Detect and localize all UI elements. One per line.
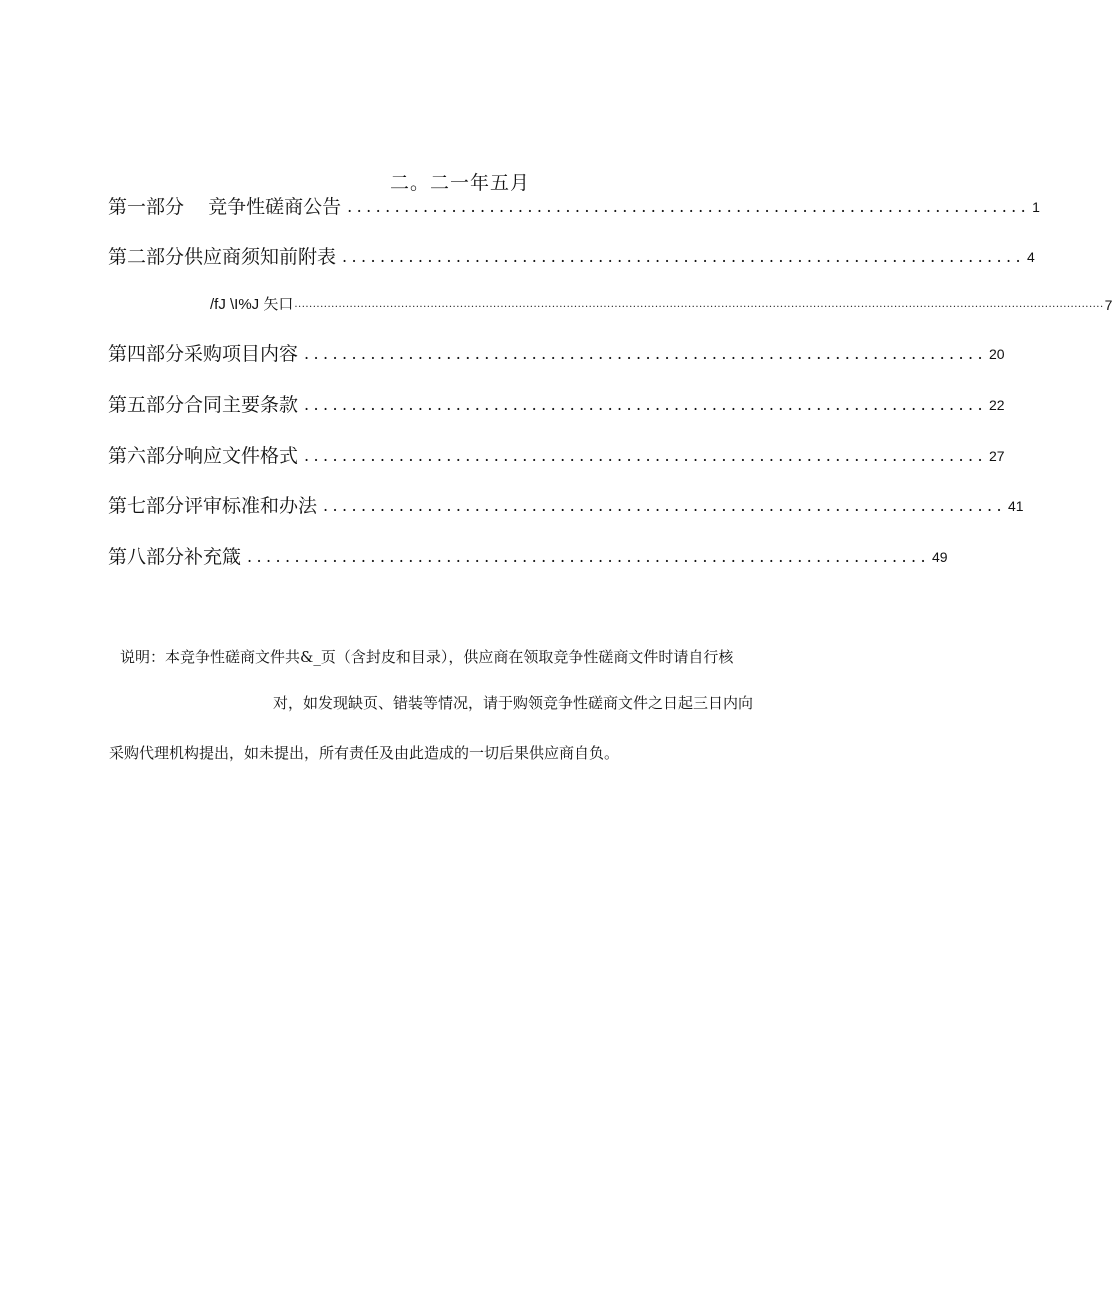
toc-entry-page: 22 <box>989 397 1005 413</box>
toc-entry-part6[interactable] <box>108 442 1005 470</box>
toc-entry-title: 第六部分响应文件格式 <box>108 445 299 467</box>
toc-leader-dots: ........................................................................ <box>304 446 988 465</box>
toc-entry-page: 27 <box>989 448 1005 464</box>
note-line-2: 对，如发现缺页、错装等情况，请于购领竞争性磋商文件之日起三日内向 <box>273 694 754 712</box>
toc-leader-dots: ........................................................................ <box>342 247 1026 266</box>
toc-entry-page: 20 <box>989 346 1005 362</box>
toc-entry-title: 第五部分合同主要条款 <box>108 394 299 416</box>
toc-entry-part5[interactable] <box>108 391 1005 419</box>
toc-entry-title: 第一部分 竞争性磋商公告 <box>108 196 342 218</box>
toc-entry-part7[interactable] <box>108 492 1024 520</box>
toc-entry-page: 49 <box>932 549 948 565</box>
toc-leader-dots: ............................................................................................................................................................................................................................ <box>294 299 1104 310</box>
toc-entry-part1[interactable] <box>108 193 1040 221</box>
toc-entry-title: /fJ \I%J 矢口 <box>210 296 294 313</box>
toc-entry-page: 1 <box>1032 199 1040 215</box>
note-line-3: 采购代理机构提出，如未提出，所有责任及由此造成的一切后果供应商自负。 <box>109 744 620 762</box>
toc-entry-title: 第四部分采购项目内容 <box>108 343 299 365</box>
toc-entry-page: 41 <box>1008 498 1024 514</box>
toc-entry-part8[interactable] <box>108 543 948 571</box>
toc-entry-title: 第二部分供应商须知前附表 <box>108 246 337 268</box>
note-line-1: 说明：本竞争性磋商文件共&_页（含封皮和目录），供应商在领取竞争性磋商文件时请自行核 <box>120 648 734 666</box>
toc-leader-dots: ........................................................................ <box>347 197 1031 216</box>
toc-entry-title: 第八部分补充箴 <box>108 546 242 568</box>
toc-entry-page: 7 <box>1104 297 1112 313</box>
toc-leader-dots: ........................................................................ <box>247 547 931 566</box>
toc-entry-part4[interactable] <box>108 340 1005 368</box>
toc-entry-page: 4 <box>1027 249 1035 265</box>
toc-leader-dots: ........................................................................ <box>304 344 988 363</box>
toc-leader-dots: ........................................................................ <box>323 496 1007 515</box>
toc-entry-title: 第七部分评审标准和办法 <box>108 495 318 517</box>
toc-entry-part3[interactable] <box>210 291 1112 319</box>
toc-entry-part2[interactable] <box>108 243 1035 271</box>
document-date: 二。二一年五月 <box>389 172 530 194</box>
toc-leader-dots: ........................................................................ <box>304 395 988 414</box>
